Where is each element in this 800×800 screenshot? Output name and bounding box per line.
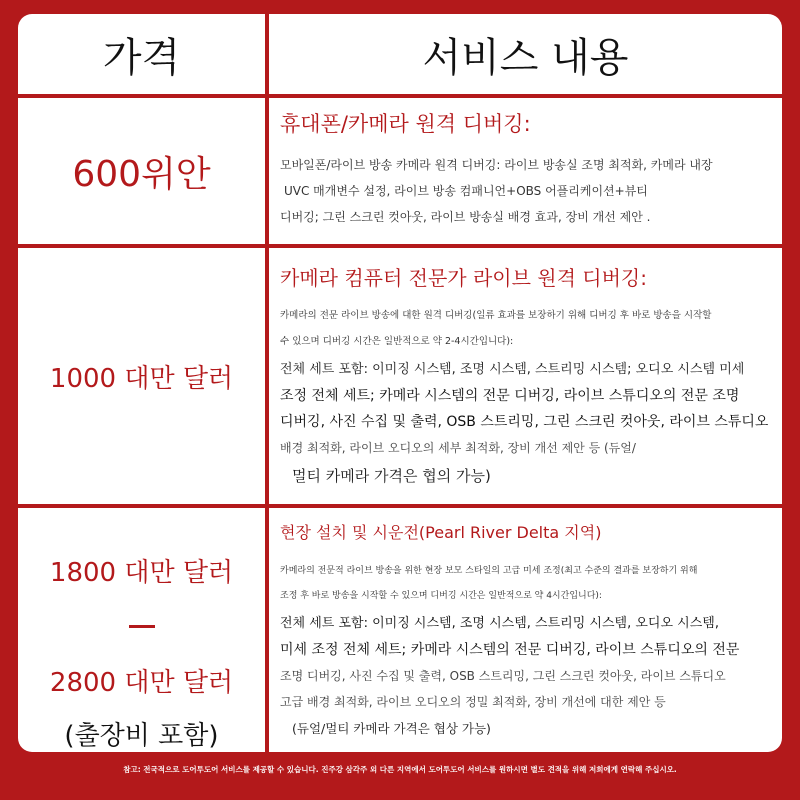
price-to: 2800 대만 달러 [49,668,234,698]
pricing-table [18,14,782,752]
range-dash [129,625,155,628]
service-title: 휴대폰/카메라 원격 디버깅: [280,112,531,136]
service-line: UVC 매개변수 설정, 라이브 방송 컴패니언+OBS 어플리케이션+뷰티 [284,184,648,198]
service-line: 미세 조정 전체 세트; 카메라 시스템의 전문 디버깅, 라이브 스튜디오의 전문 [280,642,740,658]
column-divider [265,14,269,752]
service-header: 서비스 내용 [422,34,629,81]
service-line: 배경 최적화, 라이브 오디오의 세부 최적화, 장비 개선 제안 등 (듀얼/ [280,441,636,455]
service-remote-pro [280,262,780,491]
service-line: 고급 배경 최적화, 라이브 오디오의 정밀 최적화, 장비 개선에 대한 제안 등 [280,695,666,709]
service-title: 현장 설치 및 시운전(Pearl River Delta 지역) [280,523,602,542]
footer-note: 참고: 전국적으로 도어투도어 서비스를 제공할 수 있습니다. 진주강 삼각주 외 다른 지역에서 도어투도어 서비스를 원하시면 별도 견적을 위해 저희에게 연락해 주십시오. [123,765,677,774]
service-title: 카메라 컴퓨터 전문가 라이브 원격 디버깅: [280,266,647,290]
service-onsite [280,520,780,743]
service-line: 전체 세트 포함: 이미징 시스템, 조명 시스템, 스트리밍 시스템; 오디오 시스템 미세 [280,362,745,377]
service-line: 조정 전체 세트; 카메라 시스템의 전문 디버깅, 라이브 스튜디오의 전문 조명 [280,388,740,404]
price-from: 1800 대만 달러 [49,558,234,588]
service-line: 조정 후 바로 방송을 시작할 수 있으며 디버깅 시간은 일반적으로 약 4시간입니다): [280,591,602,601]
price-header: 가격 [102,34,181,81]
service-line: 멀티 카메라 가격은 협의 가능) [292,467,491,485]
price-note: (출장비 포함) [64,721,219,751]
service-line: 디버깅, 사진 수집 및 출력, OSB 스트리밍, 그린 스크린 컷아웃, 라이브 스튜디오 [280,414,769,430]
price-remote-pro: 1000 대만 달러 [49,363,234,394]
service-line: 조명 디버깅, 사진 수집 및 출력, OSB 스트리밍, 그린 스크린 컷아웃, 라이브 스튜디오 [280,669,726,683]
service-remote-phone [280,108,780,230]
service-line: 수 있으며 디버깅 시간은 일반적으로 약 2-4시간입니다): [280,336,514,347]
service-line: 모바일폰/라이브 방송 카메라 원격 디버깅: 라이브 방송실 조명 최적화, 카메라 내장 [280,158,713,172]
price-onsite [18,508,265,752]
service-line: 전체 세트 포함: 이미징 시스템, 조명 시스템, 스트리밍 시스템, 오디오 시스템, [280,616,719,631]
price-remote-phone: 600위안 [72,153,211,195]
service-line: (듀얼/멀티 카메라 가격은 협상 가능) [292,721,491,736]
service-line: 디버깅; 그린 스크린 컷아웃, 라이브 방송실 배경 효과, 장비 개선 제안 . [280,210,651,224]
service-line: 카메라의 전문적 라이브 방송을 위한 현장 보모 스타일의 고급 미세 조정(최고 수준의 결과를 보장하기 위해 [280,566,698,576]
service-line: 카메라의 전문 라이브 방송에 대한 원격 디버깅(일류 효과를 보장하기 위해 디버깅 후 바로 방송을 시작할 [280,310,712,321]
